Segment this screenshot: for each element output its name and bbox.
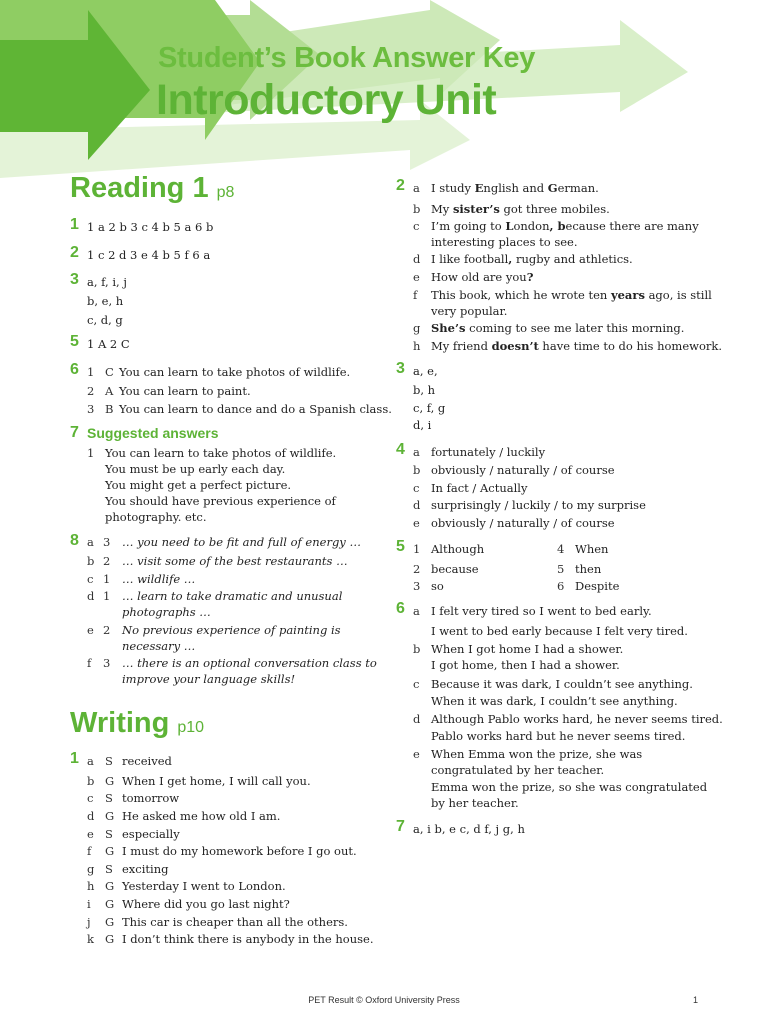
- q4-item-text: In fact / Actually: [431, 481, 528, 495]
- q2-item-letter: f: [413, 288, 418, 302]
- q6-item-line: Because it was dark, I couldn’t see anything.: [431, 677, 693, 691]
- q2-item-continuation: very popular.: [431, 304, 508, 318]
- writing-page: p10: [177, 719, 205, 736]
- q2-item-text: [431, 269, 533, 285]
- writing-q1-item-code: G: [105, 774, 115, 788]
- q2-emphasis: She’s: [431, 321, 466, 335]
- q6-item-line: by her teacher.: [431, 796, 519, 810]
- reading-q3-line: a, f, i, j: [87, 275, 127, 289]
- reading-q7-item-number: 1: [87, 446, 95, 460]
- writing-q1-item-letter: e: [87, 827, 94, 841]
- q6-item-line: When I got home I had a shower.: [431, 642, 624, 656]
- q2-item-continuation: interesting places to see.: [431, 235, 578, 249]
- q2-emphasis: , b: [549, 219, 566, 233]
- writing-q1-item-text: received: [122, 754, 172, 768]
- q4-number: 4: [396, 441, 405, 458]
- reading-q6-item-number: 2: [87, 384, 95, 398]
- writing-q1-number: 1: [70, 750, 79, 767]
- reading-q6-item-letter: C: [105, 365, 114, 379]
- reading-q8-item-letter: e: [87, 623, 94, 637]
- reading-q8-number: 8: [70, 532, 79, 549]
- q4-item-letter: a: [413, 445, 420, 459]
- reading-q8-item-number: 3: [103, 656, 111, 670]
- reading-q7-line: You might get a perfect picture.: [105, 478, 292, 492]
- footer-copyright: PET Result © Oxford University Press: [308, 995, 460, 1005]
- writing-q1-item-letter: a: [87, 754, 94, 768]
- writing-q1-item-letter: f: [87, 844, 92, 858]
- header-title: Introductory Unit: [156, 76, 497, 124]
- reading-q8-item-text: … visit some of the best restaurants …: [122, 554, 348, 568]
- q2-emphasis: G: [547, 181, 558, 195]
- writing-q1-item-text: especially: [122, 827, 180, 841]
- reading-q6-item-letter: A: [105, 384, 114, 398]
- writing-q1-item-code: G: [105, 932, 115, 946]
- reading-q8-item-text: necessary …: [122, 639, 196, 653]
- q5-item-text: because: [431, 562, 479, 576]
- q5-item-number: 2: [413, 562, 421, 576]
- q6-item-letter: e: [413, 747, 420, 761]
- q5-item-number: 5: [557, 562, 565, 576]
- q5-item-number: 1: [413, 542, 421, 556]
- q6-number: 6: [396, 600, 405, 617]
- writing-q1-item-letter: i: [87, 897, 91, 911]
- writing-q1-item-code: G: [105, 809, 115, 823]
- writing-q1-item-letter: d: [87, 809, 95, 823]
- q2-number: 2: [396, 177, 405, 194]
- q2-item-text: [431, 218, 699, 234]
- q2-text-segment: My friend: [431, 339, 492, 353]
- q2-item-letter: c: [413, 219, 420, 233]
- writing-q1-item-text: When I get home, I will call you.: [122, 774, 311, 788]
- q5-item-number: 6: [557, 579, 565, 593]
- reading-q8-item-text: No previous experience of painting is: [122, 623, 341, 637]
- writing-q1-item-text: tomorrow: [122, 791, 180, 805]
- reading-q7-line: You must be up early each day.: [105, 462, 286, 476]
- header-subtitle: Student’s Book Answer Key: [158, 42, 536, 74]
- reading-q1-number: 1: [70, 216, 79, 233]
- reading-q6-item-letter: B: [105, 402, 114, 416]
- reading-q7-line: photography. etc.: [105, 510, 207, 524]
- q6-item-letter: b: [413, 642, 421, 656]
- reading-q7-line: You should have previous experience of: [105, 494, 336, 508]
- q4-item-text: obviously / naturally / of course: [431, 516, 615, 530]
- q2-emphasis: L: [505, 219, 514, 233]
- q6-item-line: Emma won the prize, so she was congratulated: [431, 780, 708, 794]
- q6-item-line: congratulated by her teacher.: [431, 763, 605, 777]
- q2-text-segment: have time to do his homework.: [538, 339, 723, 353]
- reading-q2-number: 2: [70, 244, 79, 261]
- q2-emphasis: sister’s: [452, 202, 500, 216]
- writing-q1-item-text: Yesterday I went to London.: [122, 879, 286, 893]
- reading-q8-item-text: … there is an optional conversation class to: [122, 656, 377, 670]
- reading-page: p8: [216, 184, 235, 201]
- q2-item-text: [431, 180, 599, 196]
- writing-q1-item-code: G: [105, 879, 115, 893]
- reading-title-text: Reading 1: [70, 172, 209, 204]
- page-number: 1: [693, 995, 699, 1005]
- q5-item-number: 3: [413, 579, 421, 593]
- q2-text-segment: How old are you: [431, 270, 527, 284]
- reading-q3-number: 3: [70, 271, 79, 288]
- reading-q8-item-text: improve your language skills!: [122, 672, 296, 686]
- writing-q1-item-text: Where did you go last night?: [122, 897, 290, 911]
- q6-item-line: When Emma won the prize, she was: [431, 747, 643, 761]
- reading-q8-item-number: 1: [103, 572, 111, 586]
- writing-q1-item-text: exciting: [122, 862, 169, 876]
- q3-number: 3: [396, 360, 405, 377]
- q5-item-text: When: [575, 542, 609, 556]
- q6-item-line: Pablo works hard but he never seems tired.: [431, 729, 686, 743]
- reading-q5-answers: 1 A 2 C: [87, 337, 130, 351]
- reading-q8-item-text: photographs …: [122, 605, 211, 619]
- reading-q8-item-number: 3: [103, 535, 111, 549]
- writing-q1-item-text: I don’t think there is anybody in the house.: [122, 932, 374, 946]
- q6-item-line: I felt very tired so I went to bed early.: [431, 604, 652, 618]
- writing-title-text: Writing: [70, 707, 170, 739]
- reading-q6-item-text: You can learn to dance and do a Spanish class.: [119, 402, 392, 416]
- q6-item-letter: a: [413, 604, 420, 618]
- q4-item-letter: b: [413, 463, 421, 477]
- reading-q3-line: b, e, h: [87, 294, 124, 308]
- q2-text-segment: I like football: [431, 252, 509, 266]
- q4-item-text: surprisingly / luckily / to my surprise: [431, 498, 646, 512]
- reading-q8-item-text: … you need to be fit and full of energy …: [122, 535, 361, 549]
- reading-q8-item-letter: f: [87, 656, 92, 670]
- q7-number: 7: [396, 818, 405, 835]
- writing-q1-item-letter: b: [87, 774, 95, 788]
- q2-item-letter: e: [413, 270, 420, 284]
- reading-q8-item-number: 2: [103, 623, 111, 637]
- reading-q8-item-number: 2: [103, 554, 111, 568]
- q6-item-letter: c: [413, 677, 420, 691]
- writing-q1-item-text: This car is cheaper than all the others.: [122, 915, 348, 929]
- q3-line: a, e,: [413, 364, 438, 378]
- writing-q1-item-letter: g: [87, 862, 95, 876]
- writing-q1-item-code: G: [105, 915, 115, 929]
- reading-section-title: [70, 172, 234, 205]
- q2-text-segment: This book, which he wrote ten: [431, 288, 611, 302]
- q2-text-segment: I study: [431, 181, 475, 195]
- q2-emphasis: doesn’t: [491, 339, 539, 353]
- q2-text-segment: My: [431, 202, 453, 216]
- q2-emphasis: E: [474, 181, 484, 195]
- q2-item-text: [431, 201, 610, 217]
- q5-item-text: then: [575, 562, 602, 576]
- q4-item-text: obviously / naturally / of course: [431, 463, 615, 477]
- reading-q8-item-letter: c: [87, 572, 94, 586]
- q2-item-text: [431, 338, 722, 354]
- q4-item-letter: e: [413, 516, 420, 530]
- writing-section-title: [70, 707, 204, 740]
- q5-item-text: Although: [431, 542, 485, 556]
- writing-q1-item-code: S: [105, 862, 113, 876]
- reading-q8-item-text: … learn to take dramatic and unusual: [122, 589, 343, 603]
- q5-item-text: Despite: [575, 579, 620, 593]
- reading-q6-item-text: You can learn to paint.: [119, 384, 251, 398]
- reading-q5-number: 5: [70, 333, 79, 350]
- q2-item-letter: g: [413, 321, 421, 335]
- q3-line: d, i: [413, 418, 432, 432]
- reading-q7-heading: Suggested answers: [87, 425, 219, 441]
- q2-item-letter: a: [413, 181, 420, 195]
- reading-q7-line: You can learn to take photos of wildlife.: [105, 446, 337, 460]
- q2-emphasis: ?: [526, 270, 534, 284]
- q3-line: c, f, g: [413, 401, 446, 415]
- q5-item-text: so: [431, 579, 444, 593]
- writing-q1-item-code: S: [105, 754, 113, 768]
- reading-q7-number: 7: [70, 424, 79, 441]
- q2-item-text: [431, 320, 684, 336]
- reading-q8-item-letter: d: [87, 589, 95, 603]
- q2-text-segment: I’m going to: [431, 219, 506, 233]
- q6-item-letter: d: [413, 712, 421, 726]
- writing-q1-item-letter: k: [87, 932, 94, 946]
- writing-q1-item-code: S: [105, 827, 113, 841]
- q2-text-segment: nglish and: [483, 181, 548, 195]
- q2-text-segment: ecause there are many: [565, 219, 699, 233]
- writing-q1-item-text: He asked me how old I am.: [122, 809, 281, 823]
- q3-line: b, h: [413, 383, 436, 397]
- reading-q6-item-number: 1: [87, 365, 95, 379]
- reading-q2-answers: 1 c 2 d 3 e 4 b 5 f 6 a: [87, 248, 211, 262]
- q2-item-letter: h: [413, 339, 421, 353]
- q2-item-text: [431, 287, 712, 303]
- q5-number: 5: [396, 538, 405, 555]
- reading-q1-answers: 1 a 2 b 3 c 4 b 5 a 6 b: [87, 220, 214, 234]
- reading-q6-item-text: You can learn to take photos of wildlife.: [119, 365, 351, 379]
- q2-emphasis: years: [610, 288, 645, 302]
- q6-item-line: When it was dark, I couldn’t see anything.: [431, 694, 678, 708]
- reading-q8-item-letter: a: [87, 535, 94, 549]
- q2-text-segment: got three mobiles.: [499, 202, 610, 216]
- q2-text-segment: ondon: [513, 219, 550, 233]
- q2-text-segment: ago, is still: [644, 288, 712, 302]
- reading-q6-item-number: 3: [87, 402, 95, 416]
- writing-q1-item-code: G: [105, 844, 115, 858]
- writing-q1-item-letter: c: [87, 791, 94, 805]
- q7-answers: a, i b, e c, d f, j g, h: [413, 822, 525, 836]
- reading-q8-item-text: … wildlife …: [122, 572, 196, 586]
- q2-item-text: [431, 251, 633, 267]
- q2-text-segment: coming to see me later this morning.: [465, 321, 685, 335]
- q6-item-line: Although Pablo works hard, he never seems tired.: [431, 712, 723, 726]
- q2-item-letter: b: [413, 202, 421, 216]
- q2-item-letter: d: [413, 252, 421, 266]
- writing-q1-item-code: G: [105, 897, 115, 911]
- q2-text-segment: rugby and athletics.: [512, 252, 633, 266]
- q2-text-segment: erman.: [557, 181, 599, 195]
- q2-emphasis: ,: [508, 252, 513, 266]
- reading-q8-item-letter: b: [87, 554, 95, 568]
- reading-q6-number: 6: [70, 361, 79, 378]
- writing-q1-item-letter: j: [87, 915, 91, 929]
- reading-q8-item-number: 1: [103, 589, 111, 603]
- q6-item-line: I went to bed early because I felt very tired.: [431, 624, 688, 638]
- reading-q3-line: c, d, g: [87, 313, 123, 327]
- q5-item-number: 4: [557, 542, 565, 556]
- writing-q1-item-text: I must do my homework before I go out.: [122, 844, 357, 858]
- q6-item-line: I got home, then I had a shower.: [431, 658, 620, 672]
- writing-q1-item-letter: h: [87, 879, 95, 893]
- writing-q1-item-code: S: [105, 791, 113, 805]
- q4-item-letter: d: [413, 498, 421, 512]
- q4-item-letter: c: [413, 481, 420, 495]
- q4-item-text: fortunately / luckily: [431, 445, 546, 459]
